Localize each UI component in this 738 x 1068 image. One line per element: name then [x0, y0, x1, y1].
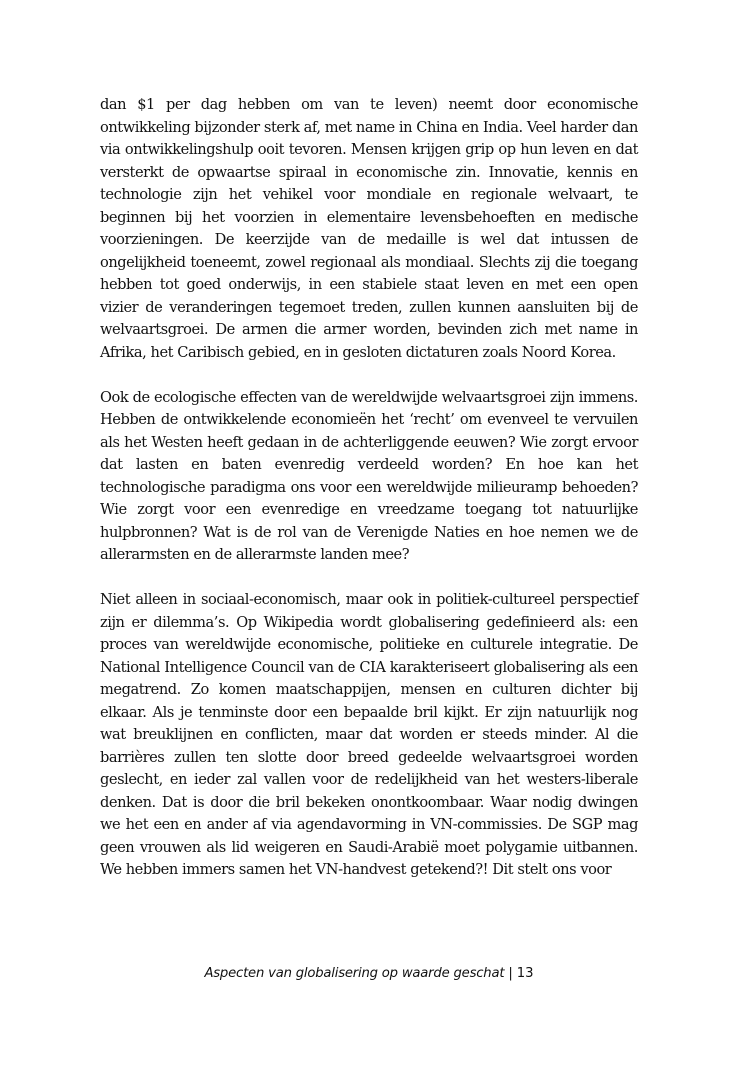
paragraph-2: Ook de ecologische effecten van de wereldwijde welvaartsgroei zijn immens. Hebben de ontwikkelende economieën het ‘recht’ om evenveel te vervuilen als het Westen heeft gedaan in de achterliggende eeuwen? Wie zorgt ervoor dat lasten en baten evenredig verdeeld worden? En hoe kan het technologische paradigma ons voor een wereldwijde milieuramp behoeden? Wie zorgt voor een evenredige en vreedzame toegang tot natuurlijke hulpbronnen? Wat is de rol van de Verenigde Naties en hoe nemen we de allerarmsten en de allerarmste landen mee? [100, 388, 638, 563]
running-title: Aspecten van globalisering op waarde geschat [204, 966, 505, 981]
body-text [100, 94, 638, 904]
paragraph-3: Niet alleen in sociaal-economisch, maar ook in politiek-cultureel perspectief zijn er dilemma’s. Op Wikipedia wordt globalisering gedefinieerd als: een proces van wereldwijde economische, politieke en culturele integratie. De National Intelligence Council van de CIA karakteriseert globalisering als een megatrend. Zo komen maatschappijen, mensen en culturen dichter bij elkaar. Als je tenminste door een bepaalde bril kijkt. Er zijn natuurlijk nog wat breuklijnen en conflicten, maar dat worden er steeds minder. Al die barrières zullen ten slotte door breed gedeelde welvaartsgroei worden geslecht, en ieder zal vallen voor de redelijkheid van het westers-liberale denken. Dat is door die bril bekeken onontkoombaar. Waar nodig dwingen we het een en ander af via agendavorming in VN-commissies. De SGP mag geen vrouwen als lid weigeren en Saudi-Arabië moet polygamie uitbannen. We hebben immers samen het VN-handvest getekend?! Dit stelt ons voor [100, 591, 638, 878]
paragraph-1: dan $1 per dag hebben om van te leven) neemt door economische ontwikkeling bijzonder sterk af, met name in China en India. Veel harder dan via ontwikkelingshulp ooit tevoren. Mensen krijgen grip op hun leven en dat versterkt de opwaartse spiraal in economische zin. Innovatie, kennis en technologie zijn het vehikel voor mondiale en regionale welvaart, te beginnen bij het voorzien in elementaire levensbehoeften en medische voorzieningen. De keerzijde van de medaille is wel dat intussen de ongelijkheid toeneemt, zowel regionaal als mondiaal. Slechts zij die toegang hebben tot goed onderwijs, in een stabiele staat leven en met een open vizier de veranderingen tegemoet treden, zullen kunnen aansluiten bij de welvaartsgroei. De armen die armer worden, bevinden zich met name in Afrika, het Caribisch gebied, en in gesloten dictaturen zoals Noord Korea. [100, 96, 638, 361]
page-footer [0, 964, 738, 984]
footer-separator: | [508, 966, 513, 981]
page-number: 13 [516, 966, 534, 981]
